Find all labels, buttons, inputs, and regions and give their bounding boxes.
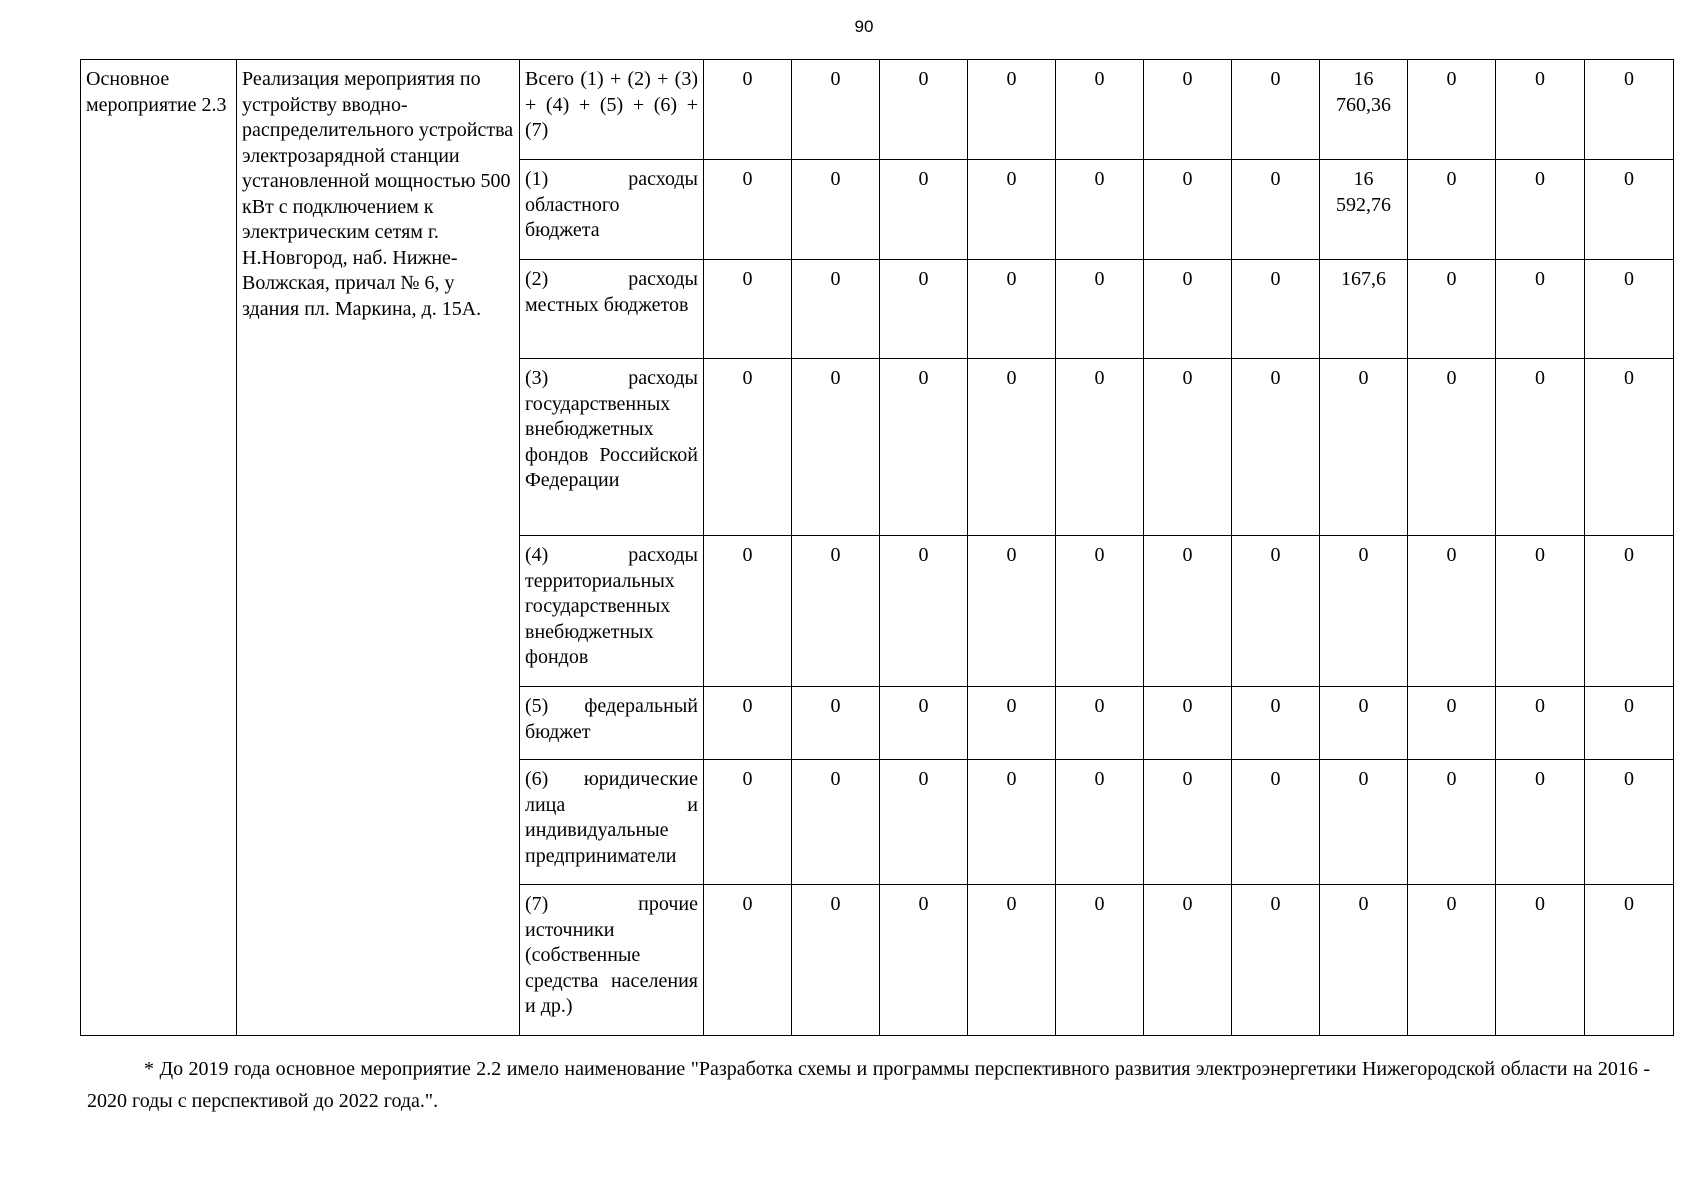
value-cell: 0 [880,760,968,885]
value-cell: 0 [1144,760,1232,885]
value-cell: 0 [1408,359,1496,536]
value-cell: 0 [792,536,880,687]
value-cell: 0 [1585,60,1674,160]
value-cell: 0 [1144,359,1232,536]
value-cell: 0 [880,260,968,359]
value-cell: 0 [880,687,968,760]
table-row [81,60,1674,160]
value-cell: 0 [1056,760,1144,885]
funding-source: Всего (1) + (2) + (3) + (4) + (5) + (6) + (7) [520,60,704,160]
value-cell: 0 [1496,885,1585,1036]
value-cell: 0 [1408,687,1496,760]
value-cell: 0 [1232,687,1320,760]
value-cell: 0 [968,160,1056,260]
value-cell: 0 [704,760,792,885]
funding-source: (5) федеральный бюджет [520,687,704,760]
activity-code: Основное мероприятие 2.3 [81,60,237,1036]
value-cell: 0 [1232,760,1320,885]
value-cell: 0 [1056,687,1144,760]
value-cell: 0 [1056,60,1144,160]
value-cell: 0 [1585,160,1674,260]
value-cell: 0 [1056,885,1144,1036]
value-cell: 16 760,36 [1320,60,1408,160]
value-cell: 0 [1056,536,1144,687]
value-cell: 0 [880,885,968,1036]
value-cell: 0 [1320,885,1408,1036]
value-cell: 0 [880,536,968,687]
value-cell: 0 [1144,160,1232,260]
value-cell: 0 [1056,359,1144,536]
value-cell: 0 [792,687,880,760]
value-cell: 0 [1496,760,1585,885]
funding-source: (4) расходы территориальных государственных внебюджетных фондов [520,536,704,687]
value-cell: 0 [704,260,792,359]
value-cell: 0 [1232,536,1320,687]
value-cell: 0 [704,60,792,160]
budget-table-body [81,60,1674,1036]
value-cell: 0 [968,687,1056,760]
value-cell: 0 [968,359,1056,536]
value-cell: 0 [792,760,880,885]
page-number: 90 [854,17,874,36]
value-cell: 0 [792,260,880,359]
value-cell: 0 [1408,160,1496,260]
value-cell: 0 [968,536,1056,687]
value-cell: 0 [880,60,968,160]
funding-source: (2) расходы местных бюджетов [520,260,704,359]
value-cell: 0 [1144,260,1232,359]
value-cell: 0 [1408,760,1496,885]
value-cell: 0 [1320,760,1408,885]
value-cell: 0 [1585,687,1674,760]
value-cell: 0 [1496,60,1585,160]
value-cell: 0 [1408,536,1496,687]
value-cell: 0 [880,160,968,260]
value-cell: 0 [880,359,968,536]
funding-source: (6) юридические лица и индивидуальные предприниматели [520,760,704,885]
value-cell: 0 [1496,359,1585,536]
value-cell: 0 [1056,160,1144,260]
value-cell: 0 [968,885,1056,1036]
value-cell: 0 [1496,260,1585,359]
budget-table [80,59,1674,1036]
value-cell: 0 [704,160,792,260]
value-cell: 0 [1585,760,1674,885]
value-cell: 0 [1408,60,1496,160]
value-cell: 0 [1585,359,1674,536]
value-cell: 0 [1232,260,1320,359]
value-cell: 0 [1496,687,1585,760]
value-cell: 0 [704,687,792,760]
value-cell: 0 [1144,687,1232,760]
value-cell: 0 [1144,60,1232,160]
value-cell: 0 [1585,885,1674,1036]
value-cell: 0 [1056,260,1144,359]
activity-description: Реализация мероприятия по устройству вводно-распределительного устройства электрозарядной станции установленной мощностью 500 кВт с подключением к электрическим сетям г. Н.Новгород, наб. Нижне-Волжская, причал № 6, у здания пл. Маркина, д. 15А. [237,60,520,1036]
value-cell: 0 [704,359,792,536]
value-cell: 0 [1408,885,1496,1036]
value-cell: 16 592,76 [1320,160,1408,260]
value-cell: 0 [792,885,880,1036]
value-cell: 0 [1496,536,1585,687]
value-cell: 0 [1496,160,1585,260]
funding-source: (3) расходы государственных внебюджетных фондов Российской Федерации [520,359,704,536]
footnote: * До 2019 года основное мероприятие 2.2 имело наименование "Разработка схемы и программы перспективного развития электроэнергетики Нижегородской области на 2016 - 2020 годы с перспективой до 2022 года.". [87,1058,1650,1112]
value-cell: 0 [1585,536,1674,687]
value-cell: 0 [1320,359,1408,536]
value-cell: 0 [1144,536,1232,687]
value-cell: 0 [1585,260,1674,359]
value-cell: 0 [1232,160,1320,260]
value-cell: 0 [1144,885,1232,1036]
value-cell: 0 [792,160,880,260]
value-cell: 0 [792,359,880,536]
funding-source: (1) расходы областного бюджета [520,160,704,260]
value-cell: 0 [968,60,1056,160]
funding-source: (7) прочие источники (собственные средства населения и др.) [520,885,704,1036]
value-cell: 0 [792,60,880,160]
value-cell: 0 [1408,260,1496,359]
value-cell: 167,6 [1320,260,1408,359]
value-cell: 0 [968,760,1056,885]
value-cell: 0 [704,885,792,1036]
value-cell: 0 [1232,885,1320,1036]
value-cell: 0 [1320,687,1408,760]
value-cell: 0 [968,260,1056,359]
value-cell: 0 [704,536,792,687]
value-cell: 0 [1232,359,1320,536]
value-cell: 0 [1232,60,1320,160]
value-cell: 0 [1320,536,1408,687]
